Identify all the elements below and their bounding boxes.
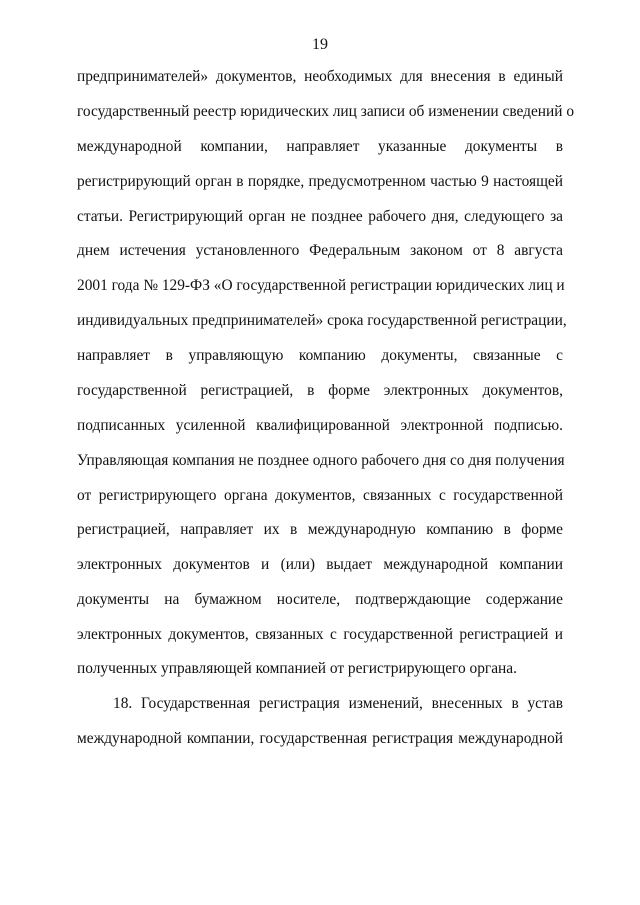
text-line: международной компании, направляет указанные документы в [77,138,563,155]
text-line: предпринимателей» документов, необходимых для внесения в единый [77,68,563,85]
text-line: международной компании, государственная регистрация международной [77,730,563,747]
text-line: электронных документов и (или) выдает международной компании [77,556,563,573]
text-line: подписанных усиленной квалифицированной электронной подписью. [77,417,563,434]
text-line: государственной регистрацией, в форме электронных документов, [77,382,563,399]
text-line: регистрацией, направляет их в международную компанию в форме [77,521,563,538]
text-line: полученных управляющей компанией от регистрирующего органа. [77,660,517,677]
text-line: от регистрирующего органа документов, связанных с государственной [77,487,563,504]
text-line: документы на бумажном носителе, подтверждающие содержание [77,591,563,608]
text-line: Управляющая компания не позднее одного рабочего дня со дня получения [77,452,565,469]
text-line: электронных документов, связанных с государственной регистрацией и [77,626,563,643]
page-number: 19 [312,36,328,53]
text-line: днем истечения установленного Федеральным законом от 8 августа [77,242,563,259]
text-line: направляет в управляющую компанию документы, связанные с [77,347,563,364]
text-line: статьи. Регистрирующий орган не позднее рабочего дня, следующего за [77,208,563,225]
text-line: индивидуальных предпринимателей» срока государственной регистрации, [77,312,567,329]
text-line: государственный реестр юридических лиц записи об изменении сведений о [77,103,575,120]
section-18-first-line: 18. Государственная регистрация изменений, внесенных в устав [113,695,563,712]
text-line: регистрирующий орган в порядке, предусмотренном частью 9 настоящей [77,173,563,190]
text-line: 2001 года № 129-ФЗ «О государственной регистрации юридических лиц и [77,277,565,294]
